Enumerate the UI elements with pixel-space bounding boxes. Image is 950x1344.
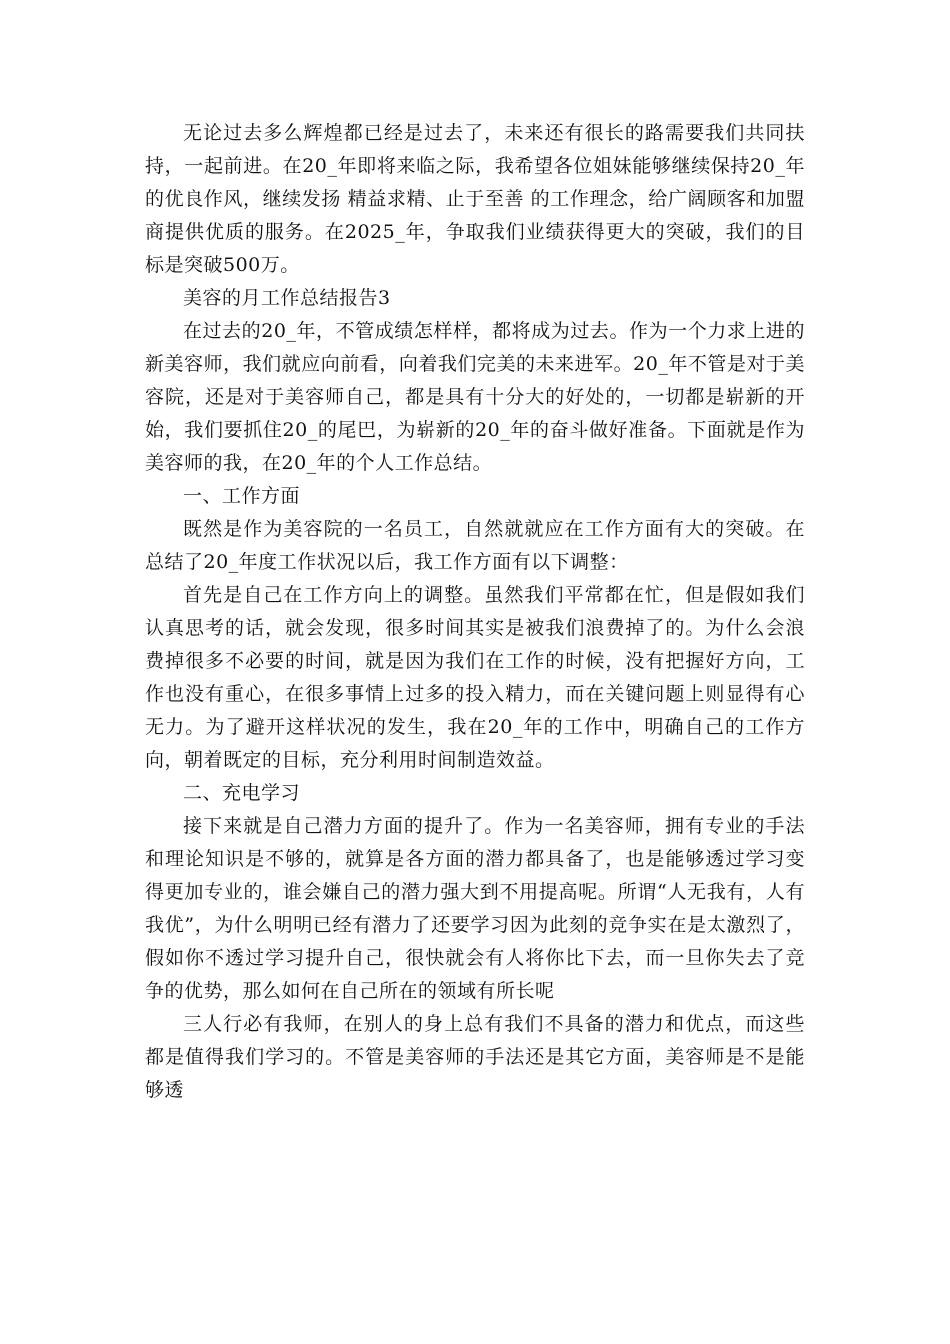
section-heading-work: 一、工作方面	[183, 485, 301, 507]
report-title-3: 美容的月工作总结报告3	[183, 287, 391, 309]
paragraph-closing-outlook: 无论过去多么辉煌都已经是过去了，未来还有很长的路需要我们共同扶持，一起前进。在20_年即将来临之际，我希望各位姐妹能够继续保持20_年的优良作风，继续发扬 精益求精、止于至善 的工作理念，给广阔顾客和加盟商提供优质的服务。在2025_年，争取我们业绩获得更大的突破，我们的目标是突破500万。	[145, 122, 805, 276]
paragraph-work-intro: 既然是作为美容院的一名员工，自然就就应在工作方面有大的突破。在总结了20_年度工作状况以后，我工作方面有以下调整：	[145, 518, 805, 573]
paragraph-intro: 在过去的20_年，不管成绩怎样样，都将成为过去。作为一个力求上进的新美容师，我们就应向前看，向着我们完美的未来进军。20_年不管是对于美容院，还是对于美容师自己，都是具有十分大的好处的，一切都是崭新的开始，我们要抓住20_的尾巴，为崭新的20_年的奋斗做好准备。下面就是作为美容师的我，在20_年的个人工作总结。	[145, 320, 805, 474]
paragraph-work-direction: 首先是自己在工作方向上的调整。虽然我们平常都在忙，但是假如我们认真思考的话，就会发现，很多时间其实是被我们浪费掉了的。为什么会浪费掉很多不必要的时间，就是因为我们在工作的时候，没有把握好方向，工作也没有重心，在很多事情上过多的投入精力，而在关键问题上则显得有心无力。为了避开这样状况的发生，我在20_年的工作中，明确自己的工作方向，朝着既定的目标，充分利用时间制造效益。	[145, 584, 805, 771]
document-body	[145, 117, 805, 1107]
paragraph-learning: 接下来就是自己潜力方面的提升了。作为一名美容师，拥有专业的手法和理论知识是不够的，就算是各方面的潜力都具备了，也是能够透过学习变得更加专业的，谁会嫌自己的潜力强大到不用提高呢。所谓“人无我有，人有我优”，为什么明明已经有潜力了还要学习因为此刻的竞争实在是太激烈了，假如你不透过学习提升自己，很快就会有人将你比下去，而一旦你失去了竞争的优势，那么如何在自己所在的领域有所长呢	[145, 815, 805, 1002]
section-heading-learning: 二、充电学习	[183, 782, 301, 804]
paragraph-learn-from-others: 三人行必有我师，在别人的身上总有我们不具备的潜力和优点，而这些都是值得我们学习的。不管是美容师的手法还是其它方面，美容师是不是能够透	[145, 1013, 805, 1101]
